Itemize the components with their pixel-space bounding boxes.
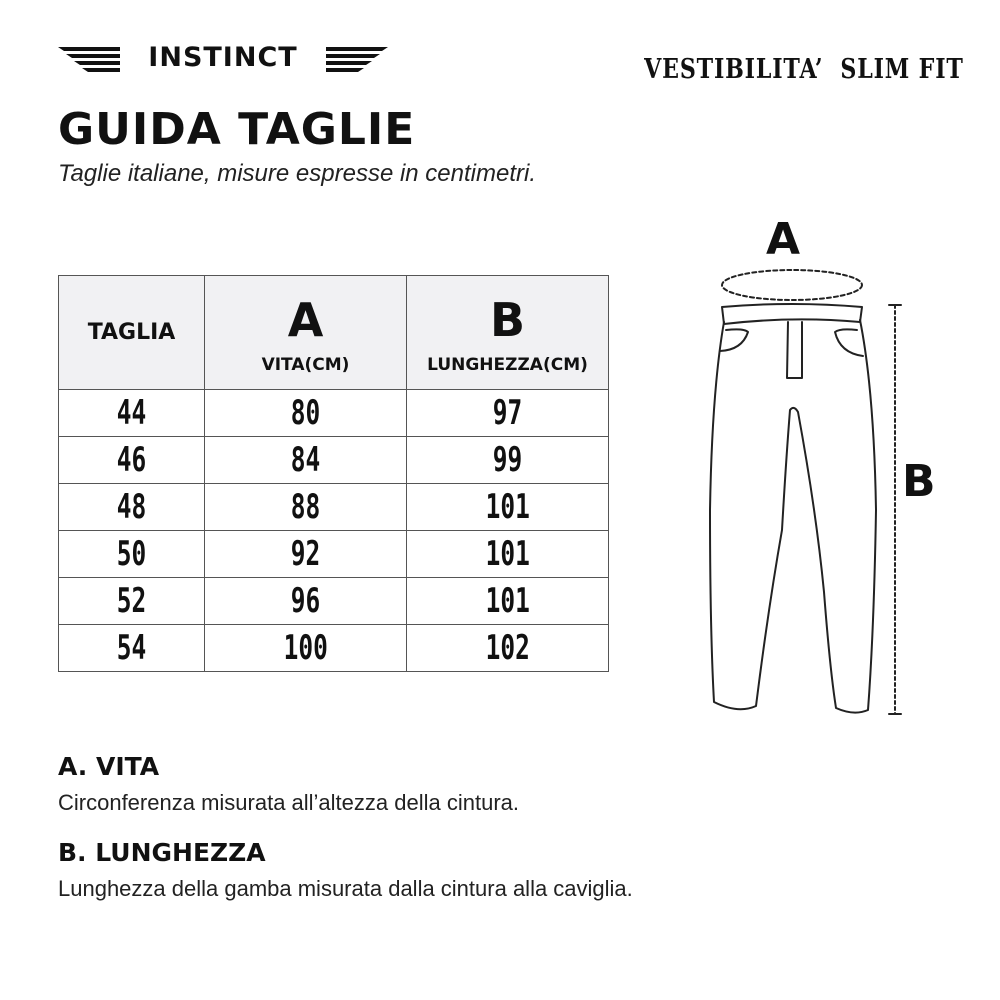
cell-size	[59, 531, 205, 578]
header-length-label: LUNGHEZZA(CM)	[427, 354, 588, 375]
fly	[787, 322, 802, 378]
cell-length-value: 99	[492, 440, 523, 480]
cell-size-value: 48	[116, 487, 147, 527]
jeans-outline-icon	[690, 210, 980, 730]
cell-size-value: 52	[116, 581, 147, 621]
table-body	[59, 390, 609, 672]
cell-waist-value: 80	[290, 393, 321, 433]
cell-waist	[205, 437, 407, 484]
brand-name: INSTINCT	[148, 42, 298, 73]
header-size-label: TAGLIA	[87, 320, 176, 345]
cell-length-value: 101	[485, 534, 530, 574]
cell-size	[59, 390, 205, 437]
legend-length-title: B. LUNGHEZZA	[58, 838, 266, 867]
header-length	[407, 276, 609, 390]
cell-waist-value: 84	[290, 440, 321, 480]
header-waist-letter: A	[287, 292, 324, 347]
fit-label: VESTIBILITA’ SLIM FIT	[644, 54, 964, 85]
cell-waist	[205, 531, 407, 578]
cell-size	[59, 484, 205, 531]
right-pocket	[835, 329, 863, 356]
table-row	[59, 531, 609, 578]
header-waist	[205, 276, 407, 390]
brand-logo	[58, 40, 388, 80]
left-pocket	[720, 329, 748, 351]
table-row	[59, 625, 609, 672]
waistband	[722, 304, 862, 324]
cell-waist	[205, 625, 407, 672]
cell-size	[59, 578, 205, 625]
table-row	[59, 484, 609, 531]
cell-waist-value: 92	[290, 534, 321, 574]
cell-length	[407, 625, 609, 672]
size-table	[58, 275, 609, 672]
cell-size	[59, 625, 205, 672]
cell-waist-value: 88	[290, 487, 321, 527]
cell-size-value: 44	[116, 393, 147, 433]
cell-size-value: 50	[116, 534, 147, 574]
legend-waist-title: A. VITA	[58, 752, 160, 781]
page-title: GUIDA TAGLIE	[58, 104, 416, 155]
cell-length-value: 97	[492, 393, 523, 433]
cell-length	[407, 390, 609, 437]
table-row	[59, 578, 609, 625]
header-waist-label: VITA(CM)	[261, 354, 350, 375]
cell-size-value: 54	[116, 628, 147, 668]
legend-waist-description: Circonferenza misurata all’altezza della cintura.	[58, 790, 519, 815]
cell-size-value: 46	[116, 440, 147, 480]
waist-measure-ellipse	[722, 270, 862, 300]
table-row	[59, 390, 609, 437]
figure-label-b: B	[902, 456, 936, 507]
legend-length-description: Lunghezza della gamba misurata dalla cintura alla caviglia.	[58, 876, 633, 901]
cell-length	[407, 484, 609, 531]
cell-waist	[205, 390, 407, 437]
cell-length	[407, 531, 609, 578]
cell-waist-value: 100	[283, 628, 328, 668]
header-length-letter: B	[489, 292, 526, 347]
cell-waist-value: 96	[290, 581, 321, 621]
cell-waist	[205, 578, 407, 625]
cell-size	[59, 437, 205, 484]
cell-length	[407, 437, 609, 484]
cell-length-value: 101	[485, 581, 530, 621]
cell-length-value: 102	[485, 628, 530, 668]
cell-waist	[205, 484, 407, 531]
cell-length	[407, 578, 609, 625]
header-size	[59, 276, 205, 390]
figure-label-a: A	[766, 214, 801, 265]
table-row	[59, 437, 609, 484]
table-header-row	[59, 276, 609, 390]
page-subtitle: Taglie italiane, misure espresse in centimetri.	[58, 160, 536, 187]
cell-length-value: 101	[485, 487, 530, 527]
